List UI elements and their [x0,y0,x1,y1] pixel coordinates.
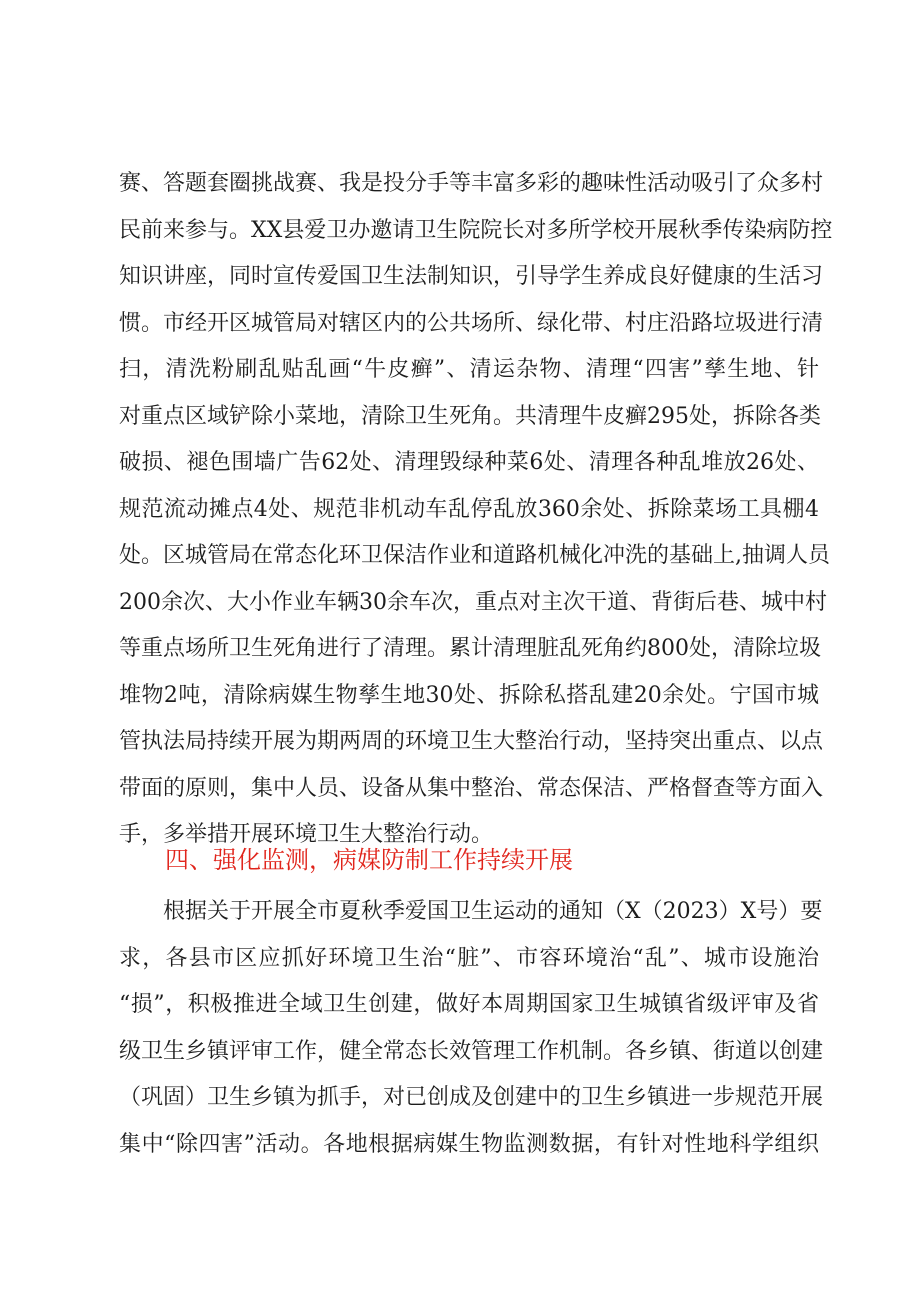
text-line: （巩固）卫生乡镇为抓手，对已创成及创建中的卫生乡镇进一步规范开展 [119,1085,824,1110]
text-line: 根据关于开展全市夏秋季爱国卫生运动的通知（X（2023）X号）要 [119,899,823,924]
text-line: 民前来参与。XX县爱卫办邀请卫生院院长对多所学校开展秋季传染病防控 [119,217,833,243]
text-line: 赛、答题套圈挑战赛、我是投分手等丰富多彩的趣味性活动吸引了众多村 [119,171,824,196]
text-line: 200余次、大小作业车辆30余车次，重点对主次干道、背街后巷、城中村 [119,589,827,615]
text-line: 扫，清洗粉刷乱贴乱画“牛皮癣”、清运杂物、清理“四害”孳生地、针 [119,357,819,382]
section-heading: 四、强化监测，病媒防制工作持续开展 [165,846,573,874]
body-paragraph-2 [119,889,824,1168]
text-line: 求，各县市区应抓好环境卫生治“脏”、市容环境治“乱”、城市设施治 [119,945,819,971]
text-line: 处。区城管局在常态化环卫保洁作业和道路机械化冲洗的基础上,抽调人员 [119,543,830,568]
text-line: 级卫生乡镇评审工作，健全常态长效管理工作机制。各乡镇、街道以创建 [119,1038,824,1064]
text-line: 手，多举措开展环境卫生大整治行动。 [119,822,494,847]
text-line: 管执法局持续开展为期两周的环境卫生大整治行动，坚持突出重点、以点 [119,729,824,754]
body-paragraph-1 [119,161,833,859]
text-line: 知识讲座，同时宣传爱国卫生法制知识，引导学生养成良好健康的生活习 [119,264,824,289]
text-line: “损”，积极推进全域卫生创建，做好本周期国家卫生城镇省级评审及省 [119,992,819,1017]
text-line: 带面的原则，集中人员、设备从集中整治、常态保洁、严格督查等方面入 [119,775,824,801]
text-line: 惯。市经开区城管局对辖区内的公共场所、绿化带、村庄沿路垃圾进行清 [119,310,824,336]
text-line: 堆物2吨，清除病媒生物孳生地30处、拆除私搭乱建20余处。宁国市城 [119,682,819,708]
text-line: 破损、褪色围墙广告62处、清理毁绿种菜6处、清理各种乱堆放26处、 [119,450,819,475]
text-line: 等重点场所卫生死角进行了清理。累计清理脏乱死角约800处，清除垃圾 [119,636,821,661]
text-line: 集中“除四害”活动。各地根据病媒生物监测数据，有针对性地科学组织 [119,1131,819,1157]
text-line: 规范流动摊点4处、规范非机动车乱停乱放360余处、拆除菜场工具棚4 [119,496,819,522]
text-line: 对重点区域铲除小菜地，清除卫生死角。共清理牛皮癣295处，拆除各类 [119,403,821,429]
